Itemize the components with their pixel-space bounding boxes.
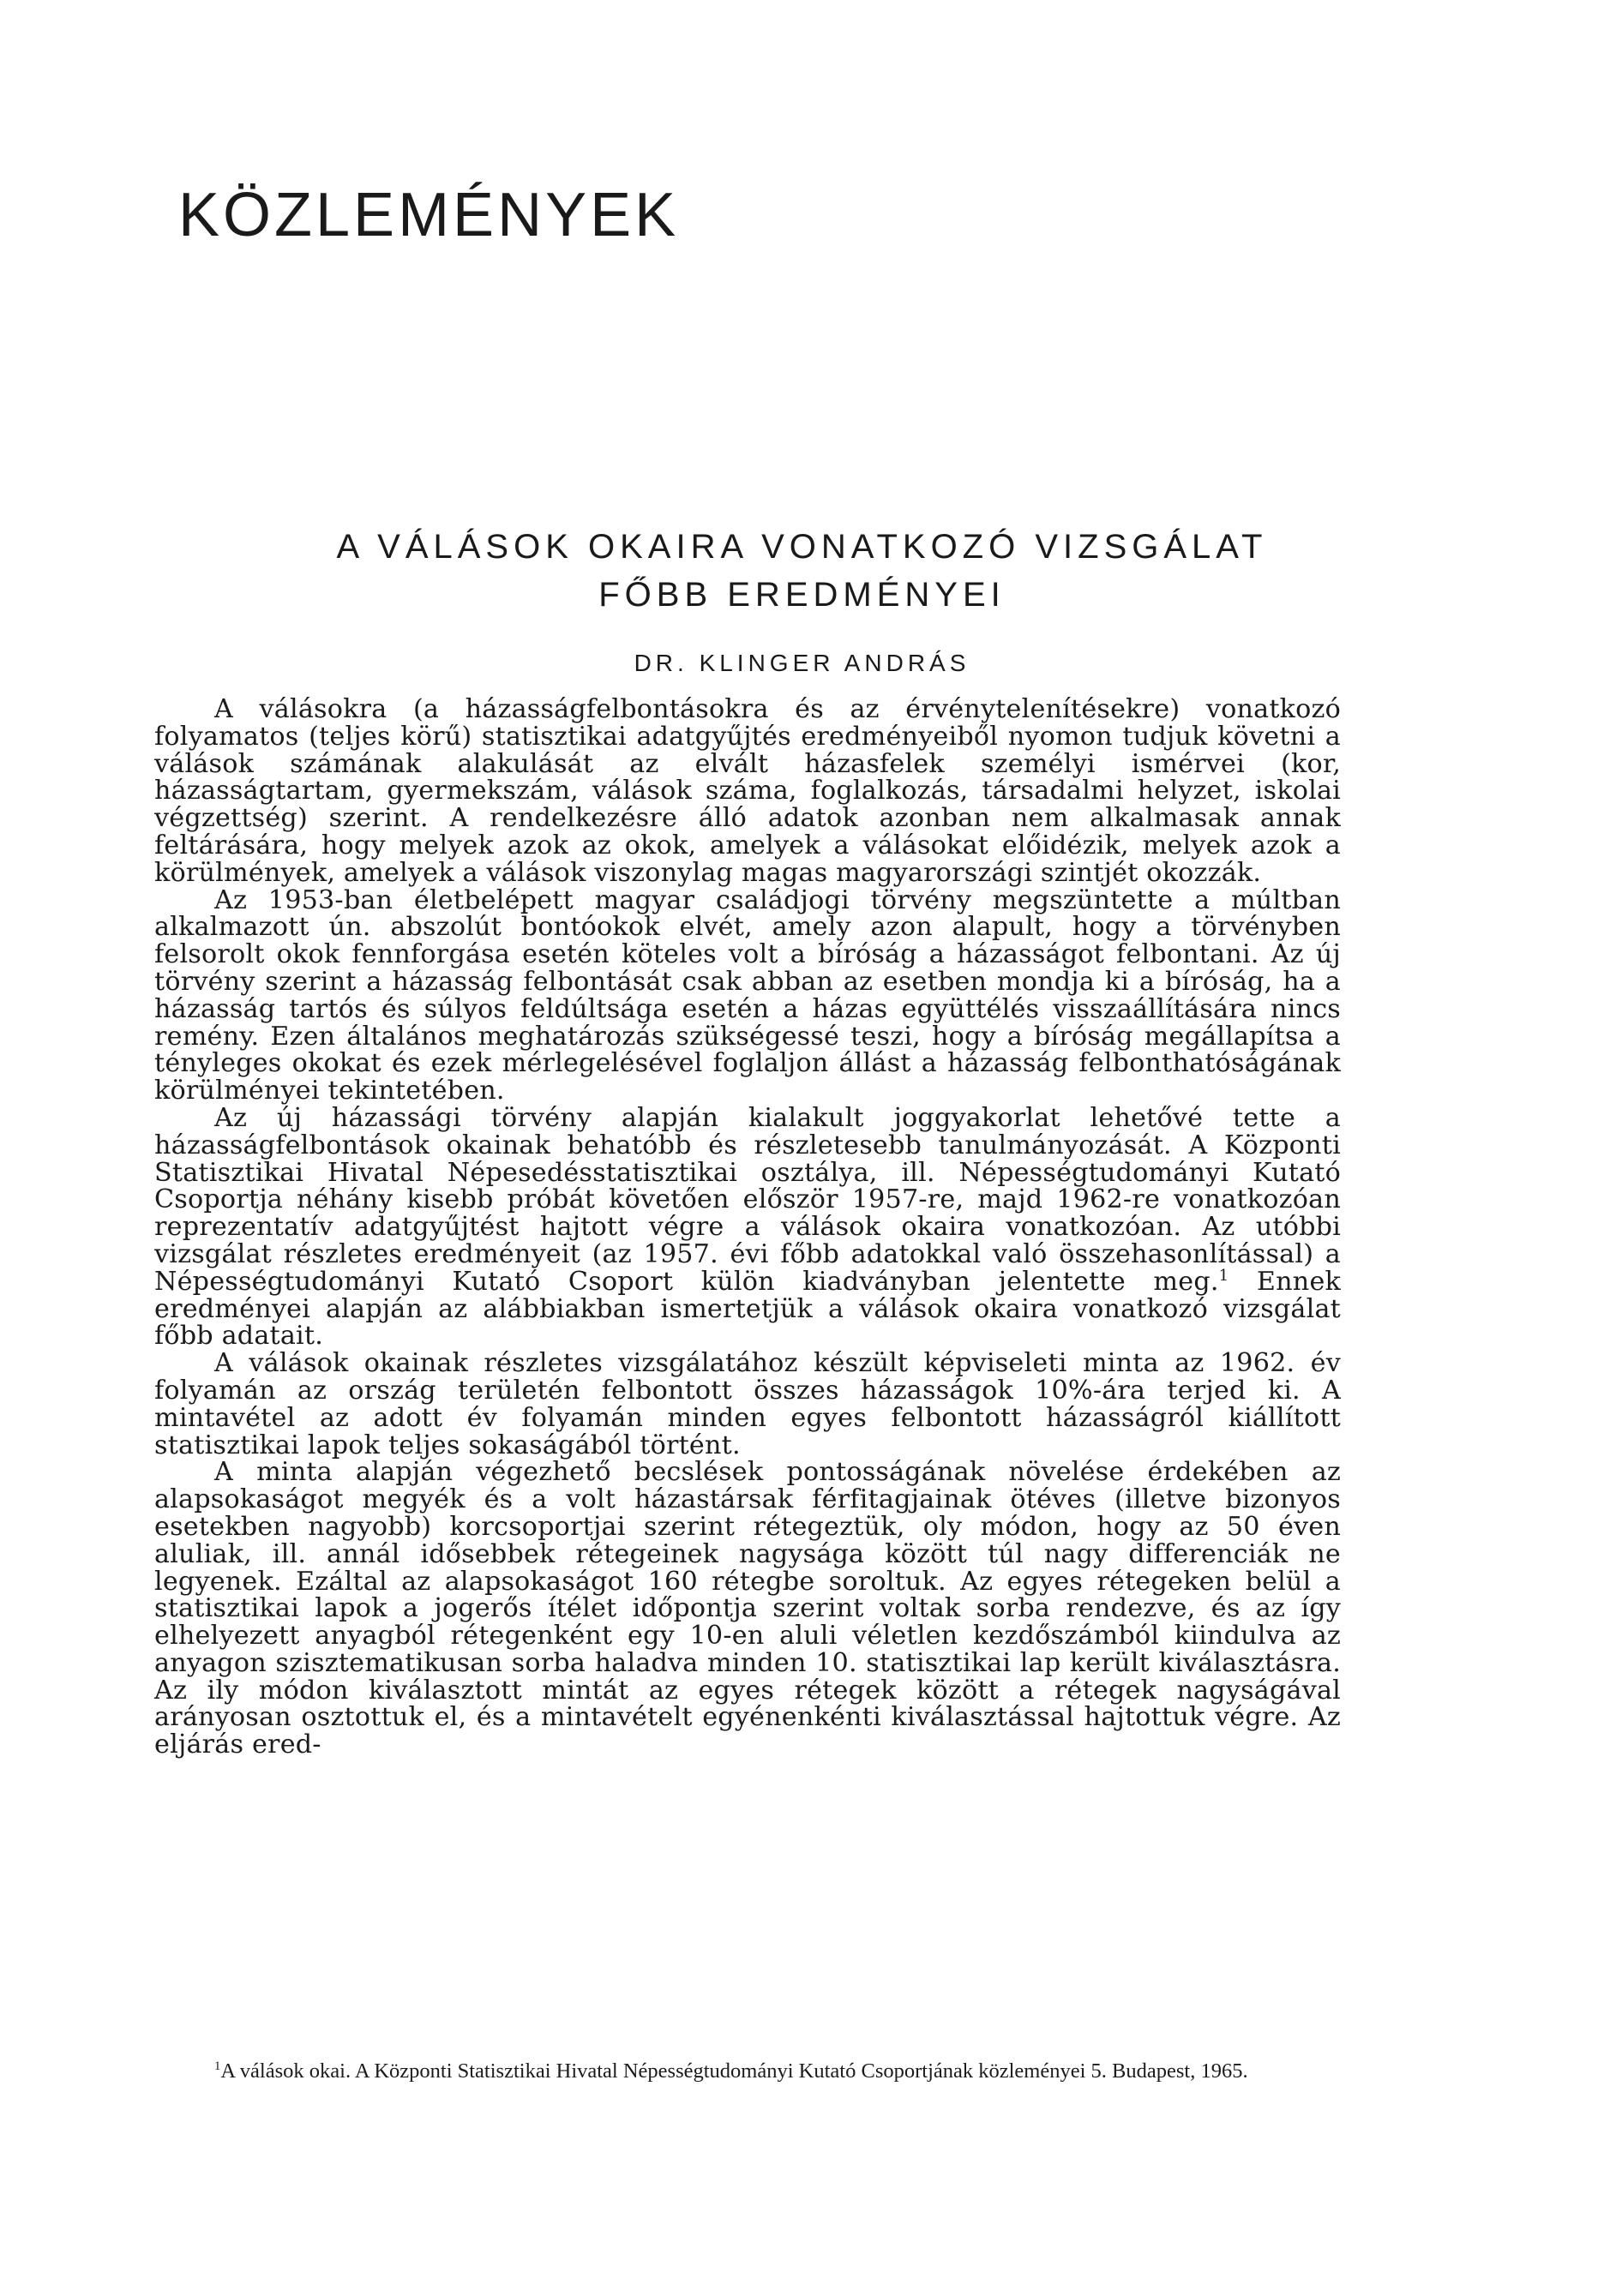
paragraph-5: A minta alapján végezhető becslések pontosságának növelése érdekében az alapsokaságot megyék és a volt házastársak férfitagjainak ötéves (illetve bizonyos esetekben nagyobb) korcsoportjai szerint rétegeztük, oly módon, hogy az 50 éven aluliak, ill. annál idősebbek rétegeinek nagysága között túl nagy differenciák ne legyenek. Ezáltal az alapsokaságot 160 rétegbe soroltuk. Az egyes rétegeken belül a statisztikai lapok a jogerős ítélet időpontja szerint voltak sorba rendezve, és az így elhelyezett anyagból rétegenként egy 10-en aluli véletlen kezdőszámból kiindulva az anyagon szisztematikusan sorba haladva minden 10. statisztikai lap került kiválasztásra. Az ily módon kiválasztott mintát az egyes rétegek között a rétegek nagyságával arányosan osztottuk el, és a mintavételt egyénenkénti kiválasztással hajtottuk végre. Az eljárás ered- bbox=[154, 1457, 1341, 1760]
footnote-mark: 1 bbox=[214, 2059, 221, 2073]
paragraph-4: A válások okainak részletes vizsgálatához készült képviseleti minta az 1962. év folyamán az ország területén felbontott összes házasságok 10%-ára terjed ki. A mintavétel az adott év folyamán minden egyes felbontott házasságról kiállított statisztikai lapok teljes sokaságából történt. bbox=[154, 1348, 1341, 1460]
footnote bbox=[154, 2060, 1341, 2083]
article-author: DR. KLINGER ANDRÁS bbox=[634, 650, 970, 676]
paragraph-1: A válásokra (a házasságfelbontásokra és az érvénytelenítésekre) vonatkozó folyamatos (teljes körű) statisztikai adatgyűjtés eredményeiből nyomon tudjuk követni a válások számának alakulását az elvált házasfelek személyi ismérvei (kor, házasságtartam, gyermekszám, válások száma, foglalkozás, társadalmi helyzet, iskolai végzettség) szerint. A rendelkezésre álló adatok azonban nem alkalmasak annak feltárására, hogy melyek azok az okok, amelyek a válásokat előidézik, melyek azok a körülmények, amelyek a válások viszonylag magas magyarországi szintjét okozzák. bbox=[154, 694, 1341, 888]
article-title-line-2: FŐBB EREDMÉNYEI bbox=[598, 576, 1006, 614]
article-header bbox=[0, 523, 1604, 679]
article-title-line-1: A VÁLÁSOK OKAIRA VONATKOZÓ VIZSGÁLAT bbox=[336, 528, 1268, 566]
paragraph-2: Az 1953-ban életbelépett magyar családjogi törvény megszüntette a múltban alkalmazott ún. abszolút bontóokok elvét, amely azon alapult, hogy a törvényben felsorolt okok fennforgása esetén köteles volt a bíróság a házasságot felbontani. Az új törvény szerint a házasság felbontását csak abban az esetben mondja ki a bíróság, ha a házasság tartós és súlyos feldúltsága esetén a házas együttélés visszaállítására nincs remény. Ezen általános meghatározás szükségessé teszi, hogy a bíróság megállapítsa a tényleges okokat és ezek mérlegelésével foglaljon állást a házasság felbonthatóságának körülményei tekintetében. bbox=[154, 884, 1341, 1106]
footnote-text: A válások okai. A Központi Statisztikai Hivatal Népességtudományi Kutató Csoportjának közleményei 5. Budapest, 1965. bbox=[220, 2059, 1248, 2083]
section-heading: KÖZLEMÉNYEK bbox=[178, 181, 680, 249]
paragraph-3-text-a: Az új házassági törvény alapján kialakult joggyakorlat lehetővé tette a házasságfelbontások okainak behatóbb és részletesebb tanulmányozását. A Központi Statisztikai Hivatal Népesedésstatisztikai osztálya, ill. Népességtudományi Kutató Csoportja néhány kisebb próbát követően először 1957-re, majd 1962-re vonatkozóan reprezentatív adatgyűjtést hajtott végre a válások okaira vonatkozóan. Az utóbbi vizsgálat részletes eredményeit (az 1957. évi főbb adatokkal való összehasonlítással) a Népességtudományi Kutató Csoport külön kiadványban jelentette meg. bbox=[154, 1102, 1341, 1297]
article-body bbox=[154, 696, 1341, 1759]
paragraph-3-text-b: Ennek eredményei alapján az alábbiakban ismertetjük a válások okaira vonatkozó vizsgálat főbb adatait. bbox=[154, 1266, 1341, 1352]
paragraph-3 bbox=[154, 1102, 1341, 1352]
footnote-reference: 1 bbox=[1218, 1266, 1229, 1285]
